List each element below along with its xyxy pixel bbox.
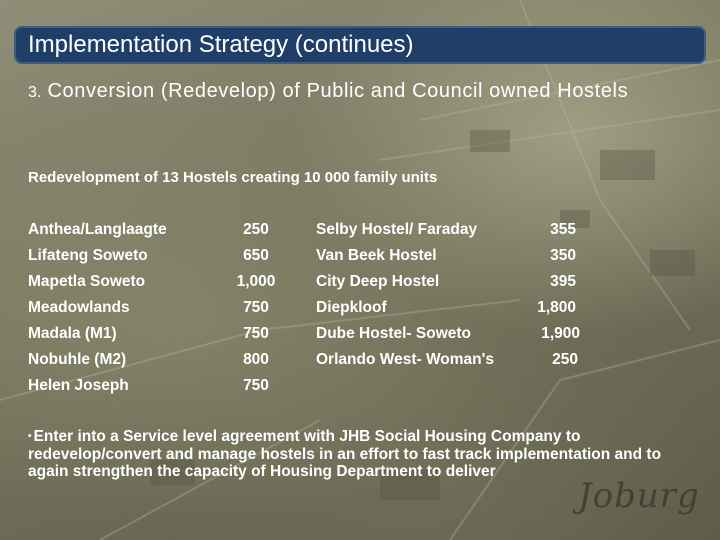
hostel-units: 350 [550,247,576,264]
bullet-point [28,428,678,481]
section-heading [28,80,688,104]
hostel-units: 750 [243,299,269,316]
bullet-marker: • [28,431,32,443]
hostel-units: 250 [243,221,269,238]
hostel-name: Van Beek Hostel [316,247,437,264]
hostel-units: 250 [552,351,578,368]
section-heading-text: Conversion (Redevelop) of Public and Council owned Hostels [47,80,629,102]
hostel-list-left-units [226,220,286,402]
hostel-units: 750 [243,377,269,394]
hostel-units: 650 [243,247,269,264]
hostel-units: 1,900 [541,325,580,342]
hostel-name: City Deep Hostel [316,273,440,290]
hostel-name: Diepkloof [316,299,387,316]
hostel-name: Selby Hostel/ Faraday [316,221,478,238]
slide-title: Implementation Strategy (continues) [28,31,414,58]
hostel-name: Anthea/Langlaagte [28,221,167,238]
hostel-list-left-names [28,220,167,402]
hostel-name: Mapetla Soweto [28,273,146,290]
hostel-units: 1,800 [537,299,576,316]
hostel-units: 1,000 [236,273,276,290]
hostel-name: Madala (M1) [28,325,117,342]
hostel-units: 355 [550,221,576,238]
hostel-units: 750 [243,325,269,342]
hostel-name: Nobuhle (M2) [28,351,127,368]
hostel-name: Orlando West- Woman's [316,351,494,368]
lead-text: Redevelopment of 13 Hostels creating 10 000 family units [28,169,438,186]
hostel-name: Lifateng Soweto [28,247,148,264]
hostel-list-right-units [520,220,600,376]
joburg-logo: Joburg [578,476,700,516]
section-number: 3. [28,84,42,101]
hostel-units: 800 [243,351,269,368]
hostel-units: 395 [550,273,576,290]
hostel-name: Meadowlands [28,299,130,316]
hostel-name: Helen Joseph [28,377,129,394]
hostel-name: Dube Hostel- Soweto [316,325,472,342]
bullet-text: Enter into a Service level agreement with JHB Social Housing Company to redevelop/convert and manage hostels in an effort to fast track implementation and to again strengthen the capacity of Housing Department to deliver [28,428,662,481]
hostel-list-right-names [316,220,494,376]
